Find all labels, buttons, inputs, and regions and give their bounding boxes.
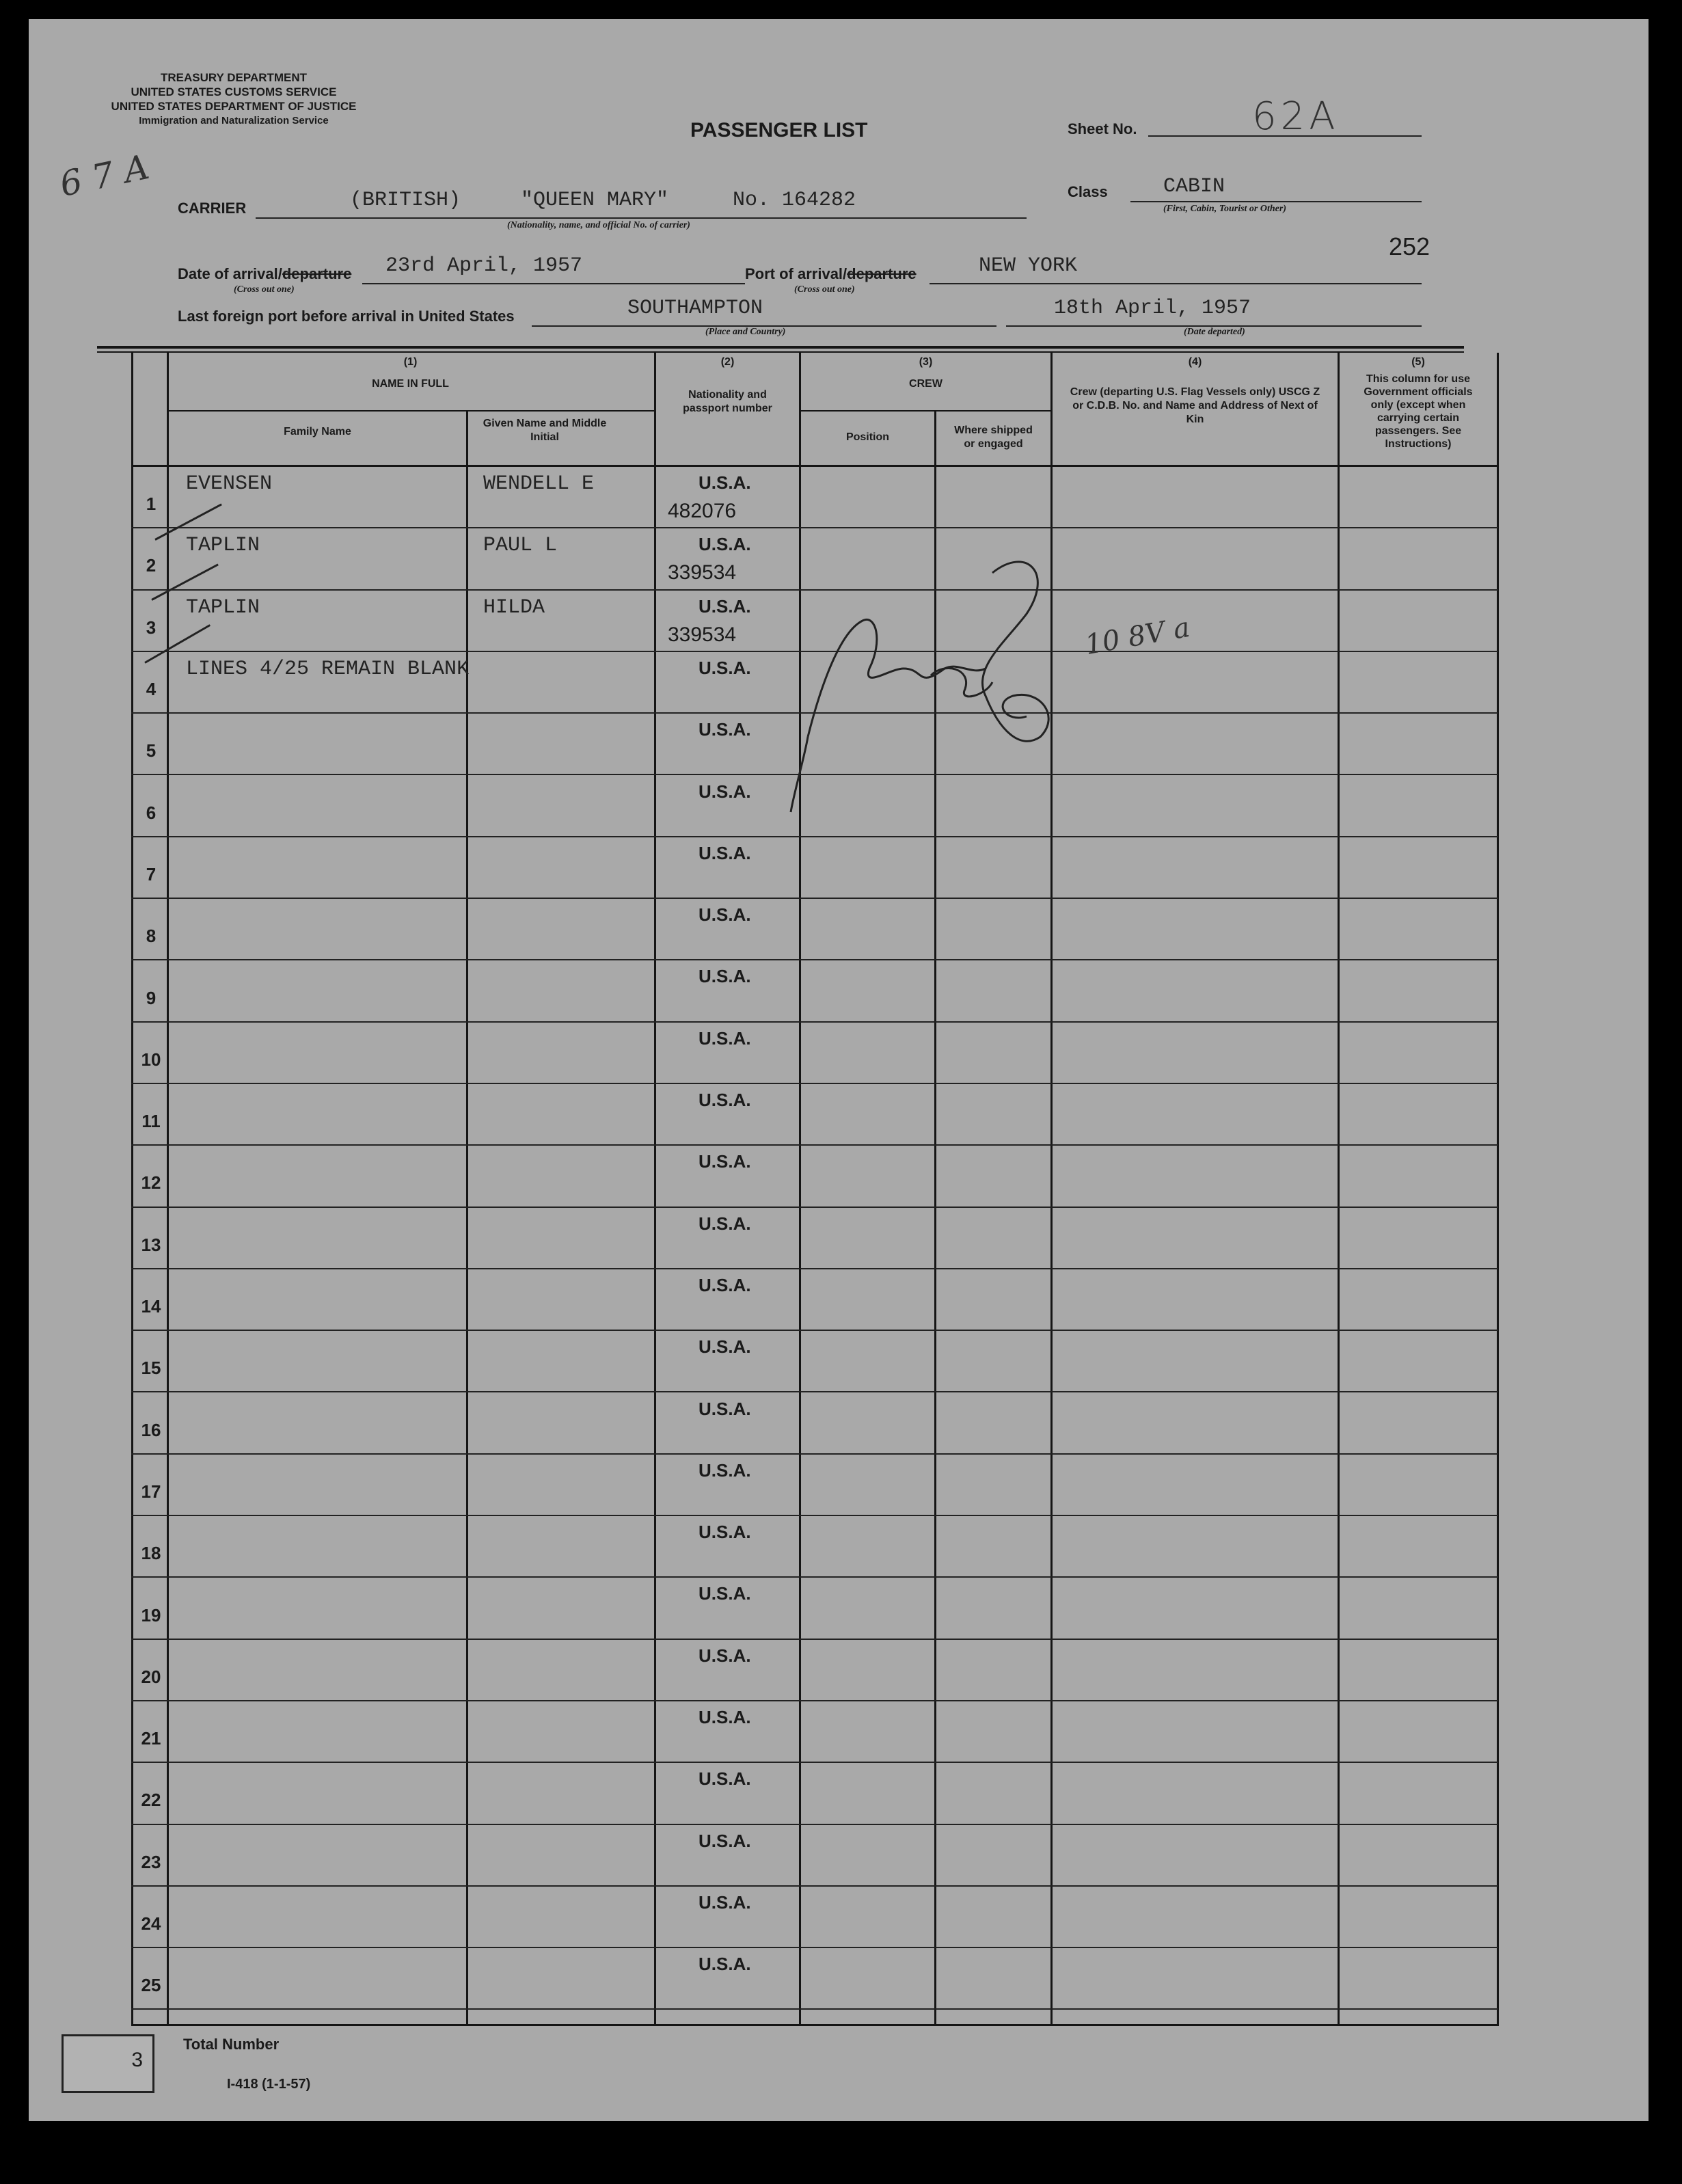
row-number: 25 <box>141 1975 161 1996</box>
family-name-cell: TAPLIN <box>186 534 260 558</box>
table-row <box>29 1084 1498 1146</box>
arrival-strikeout: departure <box>282 265 352 282</box>
nationality-cell: U.S.A. <box>698 1830 751 1851</box>
passport-number-cell: 339534 <box>668 561 737 584</box>
col5-header <box>1340 355 1497 450</box>
hline-crew-sub <box>799 410 1050 412</box>
row-number: 18 <box>141 1543 161 1564</box>
table-row <box>29 528 1498 590</box>
row-number: 1 <box>146 494 157 515</box>
row-number: 7 <box>146 863 157 885</box>
row-number: 16 <box>141 1419 161 1440</box>
class-value: CABIN <box>1163 175 1225 198</box>
col3-number: (3) <box>919 356 933 368</box>
nationality-cell: U.S.A. <box>698 1090 751 1110</box>
row-number: 17 <box>141 1481 161 1502</box>
row-number: 14 <box>141 1296 161 1317</box>
row-number: 2 <box>146 555 157 576</box>
agency-header <box>97 70 370 128</box>
table-row <box>29 1948 1498 2010</box>
table-row <box>29 1393 1498 1455</box>
nationality-cell: U.S.A. <box>698 966 751 987</box>
table-row <box>29 1701 1498 1763</box>
row-number: 21 <box>141 1728 161 1749</box>
row-number: 10 <box>141 1049 161 1070</box>
row-number: 22 <box>141 1790 161 1811</box>
row-number: 12 <box>141 1172 161 1194</box>
row-number: 4 <box>146 679 157 700</box>
nationality-cell: U.S.A. <box>698 1891 751 1913</box>
table-row <box>29 1455 1498 1516</box>
carrier-label: CARRIER <box>178 200 247 217</box>
agency-line: TREASURY DEPARTMENT <box>160 71 308 84</box>
foreign-port: SOUTHAMPTON <box>627 297 763 320</box>
annotation-note: 10 8V a <box>1083 611 1193 662</box>
agency-line: UNITED STATES DEPARTMENT OF JUSTICE <box>111 100 357 113</box>
col4-number: (4) <box>1188 356 1202 368</box>
carrier-name: "QUEEN MARY" <box>521 189 669 212</box>
col1-number: (1) <box>403 356 418 368</box>
table-row <box>29 960 1498 1022</box>
form-code: I-418 (1-1-57) <box>227 2077 311 2092</box>
total-label: Total Number <box>183 2036 280 2053</box>
table-row <box>29 467 1498 528</box>
corner-note: 6 7 A <box>56 146 153 205</box>
given-name-cell: HILDA <box>483 595 545 619</box>
row-number: 3 <box>146 617 157 638</box>
nationality-cell: U.S.A. <box>698 1213 751 1234</box>
family-name-header: Family Name <box>284 426 351 437</box>
table-row <box>29 1269 1498 1331</box>
table-row <box>29 652 1498 714</box>
table-row <box>29 1887 1498 1948</box>
col1-title: NAME IN FULL <box>372 378 449 390</box>
position-header: Position <box>845 431 890 443</box>
arrival-label: Date of arrival/departure <box>178 265 352 282</box>
total-box <box>62 2034 154 2093</box>
table-row <box>29 1763 1498 1824</box>
row-number: 5 <box>146 740 157 761</box>
col4-title: Crew (departing U.S. Flag Vessels only) USCG Z or C.D.B. No. and Name and Address of Next of Kin <box>1070 386 1320 425</box>
row-number: 20 <box>141 1666 161 1687</box>
given-name-header: Given Name and Middle Initial <box>483 418 607 443</box>
agency-line: Immigration and Naturalization Service <box>139 115 329 126</box>
col3-header <box>801 355 1050 391</box>
nationality-cell: U.S.A. <box>698 472 751 493</box>
nationality-cell: U.S.A. <box>698 1707 751 1727</box>
col2-header <box>656 355 799 416</box>
col5-title: This column for use Government officials only (except when carrying certain passengers. See Instructions) <box>1364 373 1473 450</box>
hline-name-sub <box>167 410 654 412</box>
col2-number: (2) <box>720 356 735 368</box>
row-divider <box>131 2008 1498 2010</box>
given-name-cell: PAUL L <box>483 534 558 558</box>
family-name-cell: LINES 4/25 REMAIN BLANK <box>186 657 470 681</box>
table-row <box>29 776 1498 837</box>
row-number: 19 <box>141 1604 161 1626</box>
official-signature <box>767 532 1245 819</box>
nationality-cell: U.S.A. <box>698 595 751 617</box>
row-number: 11 <box>141 1111 161 1132</box>
foreign-port-caption: (Place and Country) <box>705 327 786 337</box>
table-bottom-rule <box>131 2024 1498 2026</box>
row-number: 23 <box>141 1851 161 1872</box>
port-label: Port of arrival/departure <box>745 265 917 282</box>
col1-header <box>167 355 654 391</box>
row-number: 24 <box>141 1913 161 1934</box>
table-row <box>29 1825 1498 1887</box>
row-number: 15 <box>141 1358 161 1379</box>
col3-title: CREW <box>909 378 942 390</box>
row-number: 8 <box>146 926 157 947</box>
passenger-list-sheet <box>29 19 1649 2121</box>
departed-caption: (Date departed) <box>1184 327 1245 337</box>
row-number: 9 <box>146 987 157 1008</box>
row-number: 6 <box>146 802 157 823</box>
arrival-caption: (Cross out one) <box>234 284 295 295</box>
family-name-cell: TAPLIN <box>186 595 260 619</box>
carrier-nationality: (BRITISH) <box>350 189 461 212</box>
nationality-cell: U.S.A. <box>698 1645 751 1666</box>
nationality-cell: U.S.A. <box>698 1336 751 1358</box>
table-row <box>29 1578 1498 1639</box>
class-underline <box>1130 201 1422 202</box>
foreign-port-label: Last foreign port before arrival in United States <box>178 308 515 325</box>
class-label: Class <box>1068 183 1108 200</box>
nationality-cell: U.S.A. <box>698 1954 751 1975</box>
page-number: 252 <box>1389 232 1430 260</box>
port-underline <box>930 283 1422 284</box>
carrier-caption: (Nationality, name, and official No. of carrier) <box>507 220 690 230</box>
carrier-number: No. 164282 <box>733 189 856 212</box>
nationality-cell: U.S.A. <box>698 1151 751 1172</box>
departed-date: 18th April, 1957 <box>1054 297 1251 320</box>
nationality-cell: U.S.A. <box>698 904 751 926</box>
port-strikeout: departure <box>847 265 917 282</box>
table-row <box>29 1331 1498 1392</box>
port-value: NEW YORK <box>979 254 1078 278</box>
col5-number: (5) <box>1411 356 1425 368</box>
arrival-date: 23rd April, 1957 <box>385 254 583 278</box>
table-row <box>29 714 1498 775</box>
table-row <box>29 899 1498 960</box>
col4-header <box>1053 355 1338 427</box>
agency-line: UNITED STATES CUSTOMS SERVICE <box>131 85 337 98</box>
form-title: PASSENGER LIST <box>690 119 868 141</box>
table-top-rule <box>97 346 1464 349</box>
table-row <box>29 1208 1498 1269</box>
class-caption: (First, Cabin, Tourist or Other) <box>1163 204 1286 214</box>
table-top-rule-2 <box>97 351 1464 353</box>
nationality-cell: U.S.A. <box>698 1459 751 1481</box>
arrival-underline <box>362 283 745 284</box>
nationality-cell: U.S.A. <box>698 1398 751 1419</box>
nationality-cell: U.S.A. <box>698 1027 751 1049</box>
table-row <box>29 1640 1498 1701</box>
nationality-cell: U.S.A. <box>698 1274 751 1295</box>
carrier-underline <box>256 217 1027 219</box>
nationality-cell: U.S.A. <box>698 534 751 555</box>
nationality-cell: U.S.A. <box>698 657 751 678</box>
nationality-cell: U.S.A. <box>698 719 751 740</box>
nationality-cell: U.S.A. <box>698 1583 751 1604</box>
passport-number-cell: 482076 <box>668 500 737 522</box>
table-row <box>29 591 1498 652</box>
sheet-number: 62A <box>1252 94 1340 139</box>
table-row <box>29 1146 1498 1207</box>
total-value: 3 <box>131 2049 143 2071</box>
table-row <box>29 837 1498 899</box>
nationality-cell: U.S.A. <box>698 842 751 863</box>
table-row <box>29 1023 1498 1084</box>
where-shipped-header: Where shipped or engaged <box>954 424 1033 450</box>
sheet-label: Sheet No. <box>1068 120 1137 137</box>
nationality-cell: U.S.A. <box>698 781 751 802</box>
given-name-cell: WENDELL E <box>483 472 595 496</box>
family-name-cell: EVENSEN <box>186 472 273 496</box>
nationality-cell: U.S.A. <box>698 1522 751 1543</box>
port-caption: (Cross out one) <box>794 284 855 295</box>
passport-number-cell: 339534 <box>668 623 737 646</box>
row-number: 13 <box>141 1234 161 1255</box>
nationality-cell: U.S.A. <box>698 1768 751 1790</box>
table-row <box>29 1516 1498 1578</box>
col2-title: Nationality and passport number <box>683 389 772 414</box>
